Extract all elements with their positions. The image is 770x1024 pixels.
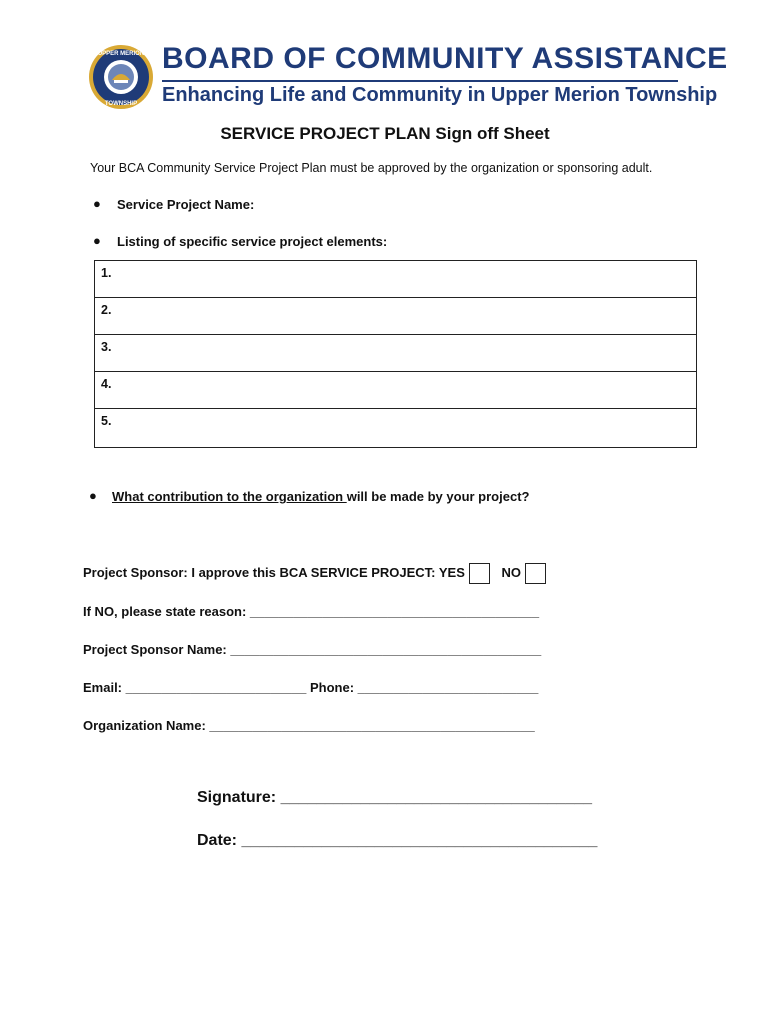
no-label: NO [501,564,522,580]
page-title: SERVICE PROJECT PLAN Sign off Sheet [220,124,550,143]
row-number: 1. [101,266,112,280]
yes-checkbox[interactable] [469,563,490,584]
table-row[interactable] [95,298,696,335]
header-rule [162,80,678,82]
elements-table [94,260,697,448]
no-checkbox[interactable] [525,563,546,584]
date-field[interactable]: Date: ________________________________________ [197,832,598,849]
seal-text-top: UPPER MERION [97,51,145,57]
township-seal-logo [88,44,154,110]
contribution-underlined: What contribution to the organization [112,489,347,504]
bullet-icon: ● [93,233,101,248]
email-phone-field[interactable]: Email: _________________________ Phone: _________________________ [83,680,539,695]
table-row[interactable] [95,261,696,298]
table-row[interactable] [95,335,696,372]
bullet-icon: ● [93,196,101,211]
elements-heading: Listing of specific service project elements: [117,234,388,249]
table-row[interactable] [95,409,696,447]
organization-name: BOARD OF COMMUNITY ASSISTANCE [162,42,728,75]
bullet-icon: ● [89,488,97,503]
row-number: 4. [101,377,112,391]
intro-text: Your BCA Community Service Project Plan must be approved by the organization or sponsoring adult. [90,161,653,175]
sponsor-name-field[interactable]: Project Sponsor Name: ___________________________________________ [83,642,542,657]
contribution-rest: will be made by your project? [346,489,530,504]
service-project-name-label: Service Project Name: [117,197,255,212]
row-number: 3. [101,340,112,354]
seal-text-bottom: TOWNSHIP [104,101,138,107]
approval-label: Project Sponsor: I approve this BCA SERVICE PROJECT: YES [83,564,465,580]
signature-field[interactable]: Signature: ___________________________________ [197,789,593,806]
organization-name-field[interactable]: Organization Name: _____________________________________________ [83,718,535,733]
organization-tagline: Enhancing Life and Community in Upper Merion Township [162,84,718,106]
table-row[interactable] [95,372,696,409]
contribution-question [112,489,529,504]
reason-field[interactable]: If NO, please state reason: ________________________________________ [83,604,540,619]
row-number: 2. [101,303,112,317]
approval-row [83,563,546,584]
row-number: 5. [101,414,112,428]
